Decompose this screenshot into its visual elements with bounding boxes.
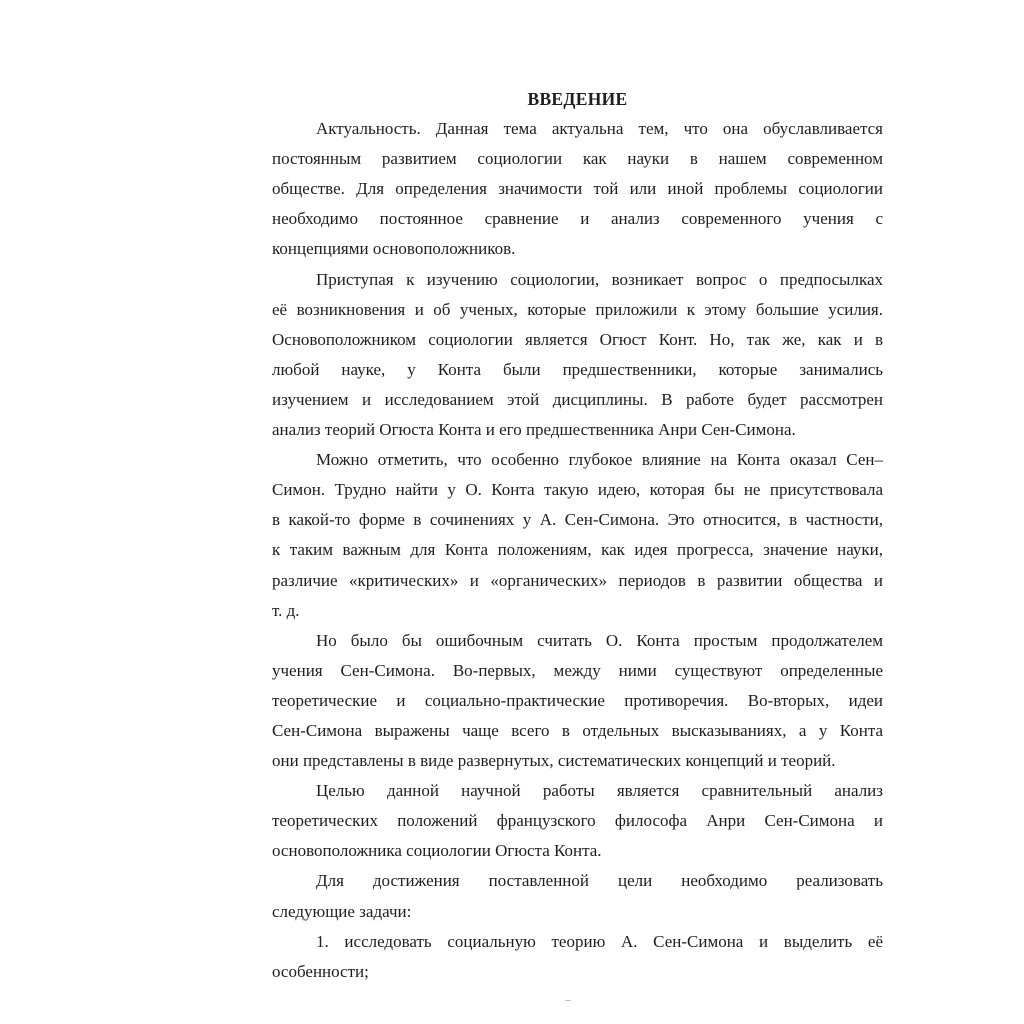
text-line: они представлены в виде развернутых, систематических концепций и теорий. <box>272 751 836 771</box>
paragraph <box>272 776 883 866</box>
page-title: ВВЕДЕНИЕ <box>527 89 628 109</box>
text-line: Актуальность. Данная тема актуальна тем, что она обуславливается <box>316 119 883 139</box>
text-line: следующие задачи: <box>272 901 412 921</box>
paragraph <box>272 445 883 626</box>
text-line: Симон. Трудно найти у О. Конта такую идею, которая бы не присутствовала <box>272 480 883 500</box>
text-line: Приступая к изучению социологии, возникает вопрос о предпосылках <box>316 269 883 289</box>
text-line: постоянным развитием социологии как науки в нашем современном <box>272 149 883 169</box>
document-content <box>272 84 883 987</box>
text-line: различие «критических» и «органических» периодов в развитии общества и <box>272 570 883 590</box>
text-line: теоретические и социально-практические противоречия. Во-вторых, идеи <box>272 690 883 710</box>
text-line: Для достижения поставленной цели необходимо реализовать <box>316 871 883 891</box>
paragraph <box>272 626 883 776</box>
text-line: Основоположником социологии является Огюст Конт. Но, так же, как и в <box>272 329 883 349</box>
paragraph <box>272 927 883 987</box>
text-line: в какой-то форме в сочинениях у А. Сен-Симона. Это относится, в частности, <box>272 510 883 530</box>
text-line: её возникновения и об ученых, которые приложили к этому большие усилия. <box>272 299 883 319</box>
text-line: Сен-Симона выражены чаще всего в отдельных высказываниях, а у Конта <box>272 720 883 740</box>
text-line: особенности; <box>272 961 369 981</box>
page-number-partial: – <box>565 992 571 1006</box>
text-line: обществе. Для определения значимости той или иной проблемы социологии <box>272 179 883 199</box>
text-line: 1. исследовать социальную теорию А. Сен-Симона и выделить её <box>316 931 883 951</box>
text-line: учения Сен-Симона. Во-первых, между ними существуют определенные <box>272 660 883 680</box>
text-line: т. д. <box>272 600 300 620</box>
text-line: изучением и исследованием этой дисциплины. В работе будет рассмотрен <box>272 389 883 409</box>
paragraph <box>272 114 883 264</box>
text-line: теоретических положений французского философа Анри Сен-Симона и <box>272 811 883 831</box>
text-line: Можно отметить, что особенно глубокое влияние на Конта оказал Сен– <box>316 450 883 470</box>
text-line: анализ теорий Огюста Конта и его предшественника Анри Сен-Симона. <box>272 420 796 440</box>
paragraph <box>272 265 883 446</box>
text-line: Но было бы ошибочным считать О. Конта простым продолжателем <box>316 630 883 650</box>
text-line: Целью данной научной работы является сравнительный анализ <box>316 781 883 801</box>
text-line: к таким важным для Конта положениям, как идея прогресса, значение науки, <box>272 540 883 560</box>
paragraph <box>272 866 883 926</box>
text-line: основоположника социологии Огюста Конта. <box>272 841 602 861</box>
text-line: любой науке, у Конта были предшественники, которые занимались <box>272 359 883 379</box>
text-line: концепциями основоположников. <box>272 239 516 259</box>
text-line: необходимо постоянное сравнение и анализ современного учения с <box>272 209 883 229</box>
